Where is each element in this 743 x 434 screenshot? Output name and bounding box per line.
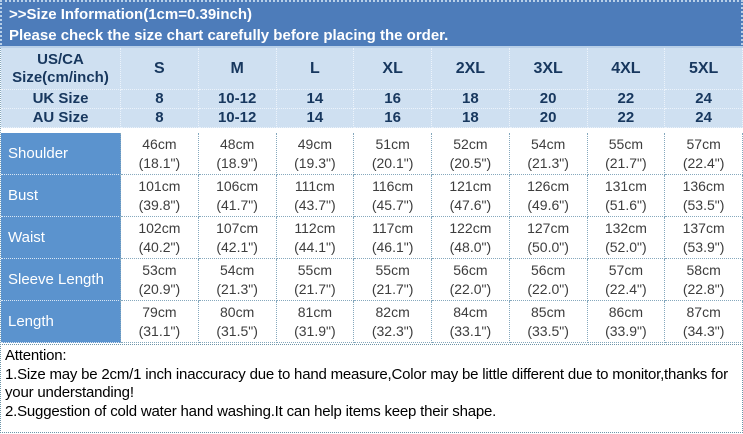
au-size-value: 18 <box>432 109 510 128</box>
value-inch: (31.1") <box>138 322 181 339</box>
measurement-value-cell <box>588 175 666 217</box>
value-cm: 126cm <box>527 177 570 194</box>
value-cm: 122cm <box>449 219 492 236</box>
value-cm: 112cm <box>294 219 336 236</box>
measurement-value-cell <box>121 301 199 343</box>
measurement-row <box>1 301 743 343</box>
size-col-header: S <box>121 48 199 90</box>
value-cm: 106cm <box>216 177 259 194</box>
value-inch: (42.1") <box>216 238 258 255</box>
value-cm: 53cm <box>142 261 177 278</box>
value-inch: (22.8") <box>682 280 725 297</box>
value-inch: (21.7") <box>605 154 647 171</box>
value-cm: 102cm <box>138 219 181 236</box>
value-inch: (46.1") <box>371 238 414 255</box>
value-inch: (33.9") <box>605 322 647 339</box>
measurement-value-cell <box>121 175 199 217</box>
value-inch: (18.9") <box>216 154 258 171</box>
measurement-value-cell <box>277 217 355 259</box>
value-inch: (21.3") <box>216 280 258 297</box>
value-inch: (47.6") <box>449 196 492 213</box>
value-inch: (49.6") <box>527 196 569 213</box>
measurement-value-cell <box>665 301 743 343</box>
value-cm: 127cm <box>527 219 570 236</box>
value-cm: 117cm <box>372 219 414 236</box>
value-inch: (18.1") <box>138 154 181 171</box>
measurement-value-cell <box>432 301 510 343</box>
corner-header-cell <box>1 48 121 90</box>
uk-size-row <box>1 90 743 109</box>
value-cm: 80cm <box>220 303 255 320</box>
measurement-row <box>1 175 743 217</box>
au-size-value: 14 <box>277 109 355 128</box>
measurement-value-cell <box>199 133 277 175</box>
value-cm: 55cm <box>297 261 332 278</box>
measurement-label: Waist <box>1 217 121 259</box>
value-inch: (31.5") <box>216 322 258 339</box>
value-inch: (21.7") <box>371 280 414 297</box>
measurement-value-cell <box>277 175 355 217</box>
size-col-header: M <box>199 48 277 90</box>
size-col-header: 3XL <box>510 48 588 90</box>
value-cm: 116cm <box>372 177 414 194</box>
value-inch: (52.0") <box>605 238 647 255</box>
measurement-value-cell <box>510 217 588 259</box>
measurement-value-cell <box>199 301 277 343</box>
measurement-value-cell <box>665 259 743 301</box>
attention-box <box>0 344 743 433</box>
measurement-row <box>1 133 743 175</box>
measurement-value-cell <box>432 175 510 217</box>
measurement-value-cell <box>354 259 432 301</box>
value-inch: (39.8") <box>138 196 181 213</box>
value-inch: (53.5") <box>682 196 725 213</box>
measurement-label: Sleeve Length <box>1 259 121 301</box>
value-cm: 54cm <box>531 135 566 152</box>
measurement-value-cell <box>665 217 743 259</box>
value-cm: 111cm <box>294 177 335 194</box>
value-cm: 82cm <box>375 303 410 320</box>
value-inch: (31.9") <box>294 322 336 339</box>
measurement-value-cell <box>588 217 666 259</box>
value-cm: 55cm <box>375 261 410 278</box>
measurement-label: Length <box>1 301 121 343</box>
value-inch: (33.1") <box>449 322 492 339</box>
value-cm: 57cm <box>608 261 643 278</box>
measurement-value-cell <box>588 259 666 301</box>
measurement-value-cell <box>588 301 666 343</box>
value-inch: (50.0") <box>527 238 569 255</box>
value-inch: (41.7") <box>216 196 258 213</box>
value-inch: (40.2") <box>138 238 181 255</box>
value-cm: 84cm <box>453 303 488 320</box>
measurement-value-cell <box>665 133 743 175</box>
measurement-value-cell <box>588 133 666 175</box>
measurement-value-cell <box>354 217 432 259</box>
uk-size-value: 20 <box>510 90 588 109</box>
value-cm: 131cm <box>604 177 647 194</box>
value-inch: (45.7") <box>371 196 414 213</box>
measurement-value-cell <box>199 259 277 301</box>
value-inch: (21.3") <box>527 154 569 171</box>
value-inch: (44.1") <box>294 238 336 255</box>
measurement-value-cell <box>277 133 355 175</box>
value-inch: (20.5") <box>449 154 492 171</box>
value-cm: 52cm <box>453 135 488 152</box>
value-cm: 79cm <box>142 303 177 320</box>
measurement-row <box>1 259 743 301</box>
value-cm: 137cm <box>682 219 725 236</box>
size-col-header: L <box>277 48 355 90</box>
measurement-value-cell <box>277 301 355 343</box>
measurement-value-cell <box>665 175 743 217</box>
size-col-header: 2XL <box>432 48 510 90</box>
value-inch: (33.5") <box>527 322 569 339</box>
value-cm: 86cm <box>608 303 643 320</box>
uk-size-value: 18 <box>432 90 510 109</box>
au-size-label: AU Size <box>1 109 121 128</box>
measurement-value-cell <box>510 133 588 175</box>
value-cm: 57cm <box>686 135 721 152</box>
value-inch: (51.6") <box>605 196 647 213</box>
measurement-value-cell <box>432 259 510 301</box>
measurement-value-cell <box>121 259 199 301</box>
uk-size-value: 22 <box>588 90 666 109</box>
value-cm: 107cm <box>216 219 259 236</box>
value-cm: 101cm <box>138 177 181 194</box>
au-size-value: 10-12 <box>199 109 277 128</box>
measurement-value-cell <box>510 301 588 343</box>
value-cm: 85cm <box>531 303 566 320</box>
measurement-label: Shoulder <box>1 133 121 175</box>
measurement-value-cell <box>354 133 432 175</box>
banner-subtitle: Please check the size chart carefully before placing the order. <box>9 27 449 44</box>
measurement-value-cell <box>121 133 199 175</box>
value-cm: 56cm <box>453 261 488 278</box>
measurement-label: Bust <box>1 175 121 217</box>
measurement-value-cell <box>354 301 432 343</box>
value-inch: (19.3") <box>294 154 336 171</box>
au-size-value: 20 <box>510 109 588 128</box>
value-cm: 51cm <box>375 135 410 152</box>
attention-note-2: 2.Suggestion of cold water hand washing.It can help items keep their shape. <box>5 402 497 420</box>
corner-line1: US/CA <box>37 50 84 68</box>
uk-size-value: 16 <box>354 90 432 109</box>
au-size-value: 8 <box>121 109 199 128</box>
measurement-row <box>1 217 743 259</box>
measurement-value-cell <box>199 175 277 217</box>
value-cm: 54cm <box>220 261 255 278</box>
value-cm: 121cm <box>449 177 492 194</box>
value-inch: (21.7") <box>294 280 336 297</box>
au-size-value: 22 <box>588 109 666 128</box>
value-cm: 132cm <box>604 219 647 236</box>
attention-heading: Attention: <box>5 347 67 364</box>
size-col-header: XL <box>354 48 432 90</box>
value-inch: (22.4") <box>682 154 725 171</box>
value-cm: 49cm <box>297 135 332 152</box>
measurement-rows <box>1 133 743 343</box>
value-cm: 46cm <box>142 135 177 152</box>
measurement-value-cell <box>510 175 588 217</box>
value-inch: (22.0") <box>527 280 569 297</box>
value-cm: 58cm <box>686 261 721 278</box>
size-table <box>0 48 743 343</box>
value-cm: 56cm <box>531 261 566 278</box>
value-cm: 87cm <box>686 303 721 320</box>
value-inch: (43.7") <box>294 196 336 213</box>
value-inch: (53.9") <box>682 238 725 255</box>
uk-size-value: 10-12 <box>199 90 277 109</box>
value-inch: (34.3") <box>682 322 725 339</box>
value-cm: 55cm <box>608 135 643 152</box>
banner <box>0 0 743 48</box>
uk-size-value: 14 <box>277 90 355 109</box>
measurement-value-cell <box>432 133 510 175</box>
size-header-row <box>1 48 743 90</box>
au-size-value: 24 <box>665 109 743 128</box>
attention-note-1: 1.Size may be 2cm/1 inch inaccuracy due to hand measure,Color may be little different due to monitor,thanks for your understanding! <box>5 365 728 401</box>
measurement-value-cell <box>354 175 432 217</box>
corner-line2: Size(cm/inch) <box>12 68 109 86</box>
value-inch: (20.1") <box>371 154 414 171</box>
measurement-value-cell <box>199 217 277 259</box>
measurement-value-cell <box>121 217 199 259</box>
size-col-header: 4XL <box>588 48 666 90</box>
uk-size-value: 8 <box>121 90 199 109</box>
size-col-header: 5XL <box>665 48 743 90</box>
value-cm: 81cm <box>297 303 332 320</box>
value-inch: (22.0") <box>449 280 492 297</box>
value-inch: (48.0") <box>449 238 492 255</box>
measurement-value-cell <box>277 259 355 301</box>
measurement-value-cell <box>432 217 510 259</box>
value-cm: 48cm <box>220 135 255 152</box>
au-size-row <box>1 109 743 128</box>
value-inch: (32.3") <box>371 322 414 339</box>
uk-size-label: UK Size <box>1 90 121 109</box>
value-inch: (20.9") <box>138 280 181 297</box>
value-cm: 136cm <box>682 177 725 194</box>
value-inch: (22.4") <box>605 280 647 297</box>
measurement-value-cell <box>510 259 588 301</box>
uk-size-value: 24 <box>665 90 743 109</box>
banner-title: >>Size Information(1cm=0.39inch) <box>9 6 252 23</box>
au-size-value: 16 <box>354 109 432 128</box>
